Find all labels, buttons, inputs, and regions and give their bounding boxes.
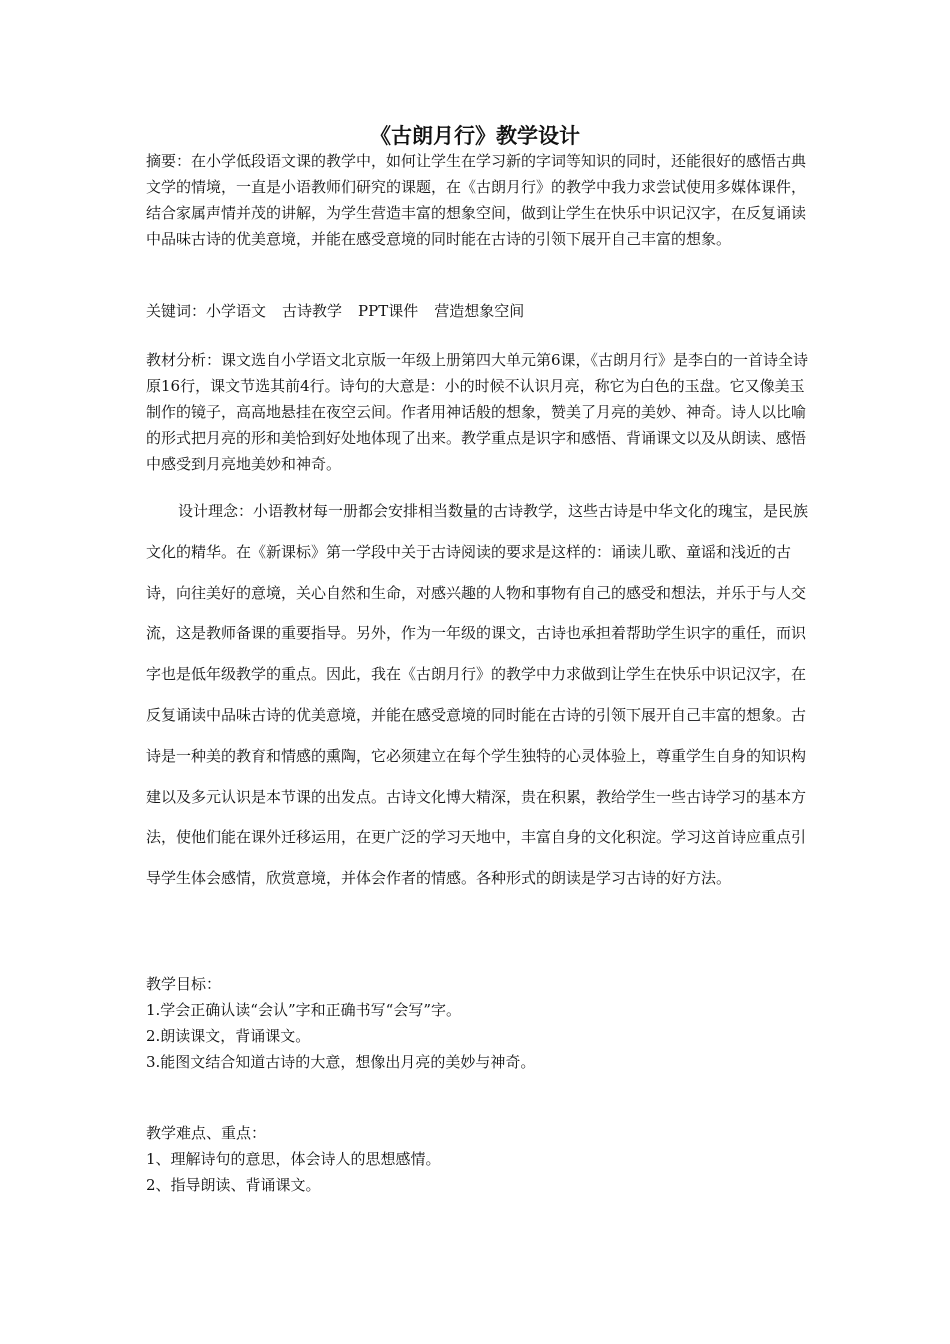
analysis-paragraph: 教材分析：课文选自小学语文北京版一年级上册第四大单元第6课，《古朗月行》是李白的一首诗全诗原16行，课文节选其前4行。诗句的大意是：小的时候不认识月亮，称它为白色的玉盘。它又像美玉制作的镜子，高高地悬挂在夜空云间。作者用神话般的想象，赞美了月亮的美妙、神奇。诗人以比喻的形式把月亮的形和美恰到好处地体现了出来。教学重点是识字和感悟、背诵课文以及从朗读、感悟中感受到月亮地美妙和神奇。 — [146, 351, 809, 473]
keyword: 小学语文 — [206, 302, 267, 320]
goal-item: 3.能图文结合知道古诗的大意，想像出月亮的美妙与神奇。 — [146, 1053, 536, 1071]
keyword: 营造想象空间 — [434, 302, 525, 320]
goal-item: 2.朗读课文，背诵课文。 — [146, 1027, 311, 1045]
goals-section — [146, 971, 814, 1075]
difficulty-heading: 教学难点、重点： — [146, 1124, 267, 1142]
keywords-line — [146, 298, 814, 324]
difficulty-item: 2、指导朗读、背诵课文。 — [146, 1176, 321, 1194]
goals-heading: 教学目标： — [146, 975, 222, 993]
goal-item: 1.学会正确认读“会认”字和正确书写“会写”字。 — [146, 1001, 461, 1019]
page-title: 《古朗月行》教学设计 — [370, 124, 580, 148]
difficulty-section — [146, 1120, 814, 1198]
philosophy-paragraph: 设计理念：小语教材每一册都会安排相当数量的古诗教学，这些古诗是中华文化的瑰宝，是民族文化的精华。在《新课标》第一学段中关于古诗阅读的要求是这样的：诵读儿歌、童谣和浅近的古诗，向往美好的意境，关心自然和生命，对感兴趣的人物和事物有自己的感受和想法，并乐于与人交流，这是教师备课的重要指导。另外，作为一年级的课文，古诗也承担着帮助学生识字的重任，而识字也是低年级教学的重点。因此，我在《古朗月行》的教学中力求做到让学生在快乐中识记汉字，在反复诵读中品味古诗的优美意境，并能在感受意境的同时能在古诗的引领下展开自己丰富的想象。古诗是一种美的教育和情感的熏陶，它必须建立在每个学生独特的心灵体验上，尊重学生自身的知识构建以及多元认识是本节课的出发点。古诗文化博大精深，贵在积累，教给学生一些古诗学习的基本方法，使他们能在课外迁移运用，在更广泛的学习天地中，丰富自身的文化积淀。学习这首诗应重点引导学生体会感情，欣赏意境，并体会作者的情感。各种形式的朗读是学习古诗的好方法。 — [146, 502, 809, 888]
keywords-label: 关键词： — [146, 302, 207, 320]
keyword: PPT课件 — [358, 302, 419, 320]
keyword: 古诗教学 — [282, 302, 343, 320]
difficulty-item: 1、理解诗句的意思，体会诗人的思想感情。 — [146, 1150, 441, 1168]
abstract-paragraph: 摘要：在小学低段语文课的教学中，如何让学生在学习新的字词等知识的同时，还能很好的感悟古典文学的情境，一直是小语教师们研究的课题，在《古朗月行》的教学中我力求尝试使用多媒体课件，结合家属声情并茂的讲解，为学生营造丰富的想象空间，做到让学生在快乐中识记汉字，在反复诵读中品味古诗的优美意境，并能在感受意境的同时能在古诗的引领下展开自己丰富的想象。 — [146, 152, 807, 248]
